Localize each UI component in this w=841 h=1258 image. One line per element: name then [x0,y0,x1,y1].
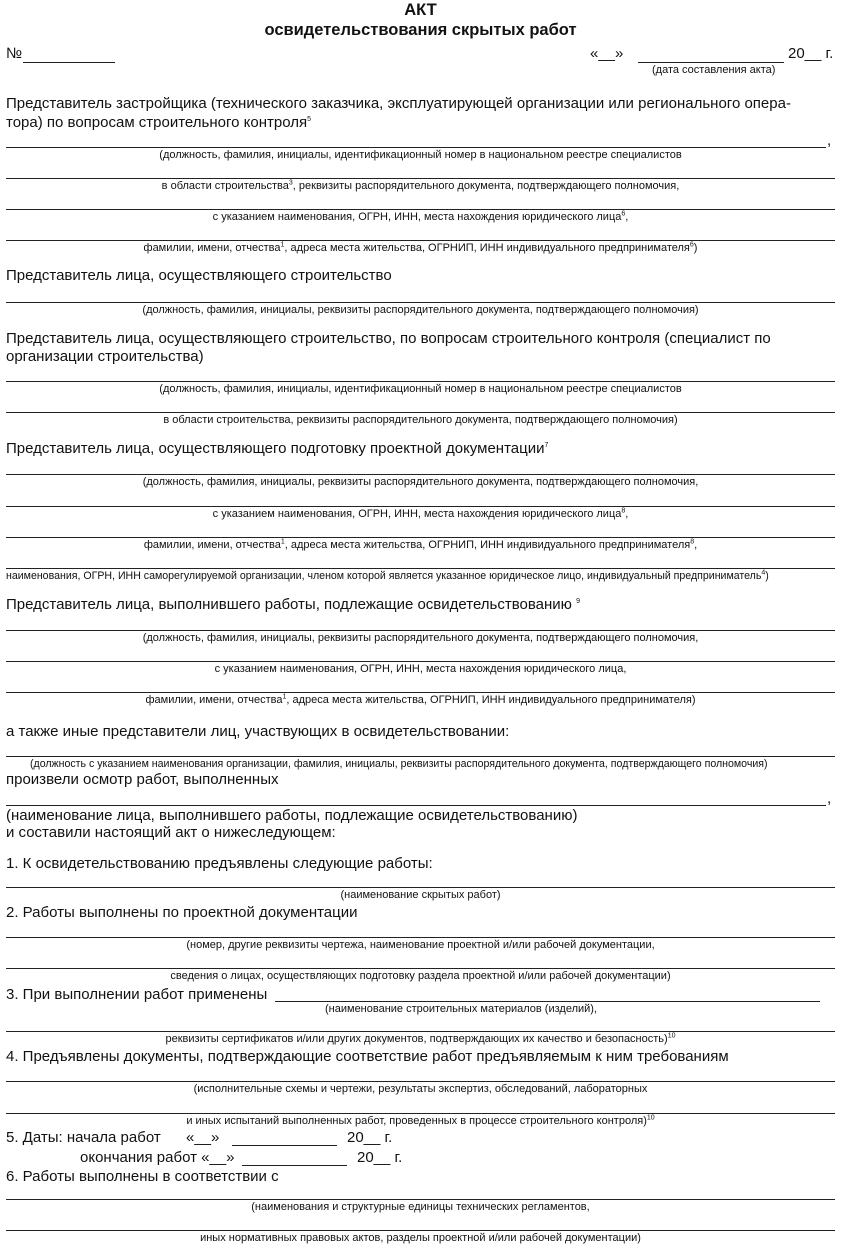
s3-field-line-1[interactable] [6,381,835,382]
p3-heading: 3. При выполнении работ применены [6,986,268,1003]
date-day-quote: «__» [590,45,624,62]
s6-contractor-caption: (наименование лица, выполнившего работы, подлежащие освидетельствованию) [6,807,578,824]
s2-caption-1: (должность, фамилия, инициалы, реквизиты распорядительного документа, подтверждающего полномочия) [142,304,699,316]
s4-field-line-3[interactable] [6,537,835,538]
s6-comma: , [827,790,832,807]
p4-field-line-1[interactable] [6,1081,835,1082]
p2-field-line-1[interactable] [6,937,835,938]
s5-field-line-3[interactable] [6,692,835,693]
s5-caption-3: фамилии, имени, отчества$^1$, адреса места жительства, ОГРНИП, ИНН индивидуального предпринимателя) [145,693,696,706]
s1-comma: , [827,132,832,149]
s6-inspected-label: произвели осмотр работ, выполненных [6,771,279,788]
p4-caption-2: и иных испытаний выполненных работ, проведенных в процессе строительного контроля)$^{10}$ [186,1114,655,1127]
number-field-line[interactable] [23,62,115,63]
p4-caption-1: (исполнительные схемы и чертежи, результаты экспертиз, обследований, лабораторных [193,1083,648,1095]
p5-start-label: 5. Даты: начала работ [6,1129,161,1146]
s4-field-line-1[interactable] [6,474,835,475]
p5-end-year: 20__ г. [357,1149,403,1166]
p3-caption-2: реквизиты сертификатов и/или других документов, подтверждающих их качество и безопасность)$^{10}$ [165,1032,676,1045]
s4-caption-3: фамилии, имени, отчества$^1$, адреса места жительства, ОГРНИП, ИНН индивидуального предпринимателя$^8$, [143,538,698,551]
date-year-label: 20__ г. [788,45,834,62]
s1-caption-3: с указанием наименования, ОГРН, ИНН, места нахождения юридического лица$^6$, [212,210,629,223]
p4-field-line-2[interactable] [6,1113,835,1114]
s6-caption-1: (должность с указанием наименования организации, фамилия, инициалы, реквизиты распорядительного документа, подтверждающего полномочия) [30,758,768,770]
s4-heading: Представитель лица, осуществляющего подготовку проектной документации$^7$ [6,440,549,457]
s1-field-line-4[interactable] [6,240,835,241]
p6-caption-1: (наименования и структурные единицы технических регламентов, [251,1201,590,1213]
s4-caption-1: (должность, фамилия, инициалы, реквизиты распорядительного документа, подтверждающего полномочия, [142,476,699,488]
date-caption: (дата составления акта) [652,64,776,76]
p3-field-line-2[interactable] [6,1031,835,1032]
s5-field-line-2[interactable] [6,661,835,662]
s1-caption-2: в области строительства$^3$, реквизиты распорядительного документа, подтверждающего полномочия, [161,179,680,192]
s3-caption-2: в области строительства, реквизиты распорядительного документа, подтверждающего полномочия) [163,414,678,426]
p5-start-year: 20__ г. [347,1129,393,1146]
s1-caption-1: (должность, фамилия, инициалы, идентификационный номер в национальном реестре специалистов [159,149,682,161]
s5-caption-1: (должность, фамилия, инициалы, реквизиты распорядительного документа, подтверждающего полномочия, [142,632,699,644]
p2-heading: 2. Работы выполнены по проектной документации [6,904,358,921]
p5-end-month-line[interactable] [242,1165,347,1166]
s4-caption-4: наименования, ОГРН, ИНН саморегулируемой организации, членом которой является указанное юридическое лицо, индивидуальный предприниматель$^4$) [6,569,769,582]
s1-caption-4: фамилии, имени, отчества$^1$, адреса места жительства, ОГРНИП, ИНН индивидуального предпринимателя$^6$) [143,241,698,254]
s1-field-line-2[interactable] [6,178,835,179]
s2-field-line-1[interactable] [6,302,835,303]
s1-field-line-1[interactable] [6,147,826,148]
s6-field-line-2[interactable] [6,805,826,806]
s6-field-line-1[interactable] [6,756,835,757]
p6-field-line-1[interactable] [6,1199,835,1200]
s3-heading-line1: Представитель лица, осуществляющего строительство, по вопросам строительного контроля (специалист по [6,330,771,347]
p1-field-line-1[interactable] [6,887,835,888]
p2-caption-2: сведения о лицах, осуществляющих подготовку раздела проектной и/или рабочей документации) [170,970,671,982]
s1-field-line-3[interactable] [6,209,835,210]
s2-heading: Представитель лица, осуществляющего строительство [6,267,392,284]
p3-caption-1: (наименование строительных материалов (изделий), [325,1003,597,1015]
number-label: № [6,45,23,62]
s3-caption-1: (должность, фамилия, инициалы, идентификационный номер в национальном реестре специалистов [159,383,682,395]
s4-caption-2: с указанием наименования, ОГРН, ИНН, места нахождения юридического лица$^8$, [212,507,629,520]
s5-field-line-1[interactable] [6,630,835,631]
s1-heading-line1: Представитель застройщика (технического заказчика, эксплуатирующей организации или регионального опера- [6,95,791,112]
s3-heading-line2: организации строительства) [6,348,204,365]
s4-field-line-4[interactable] [6,568,835,569]
s5-heading: Представитель лица, выполнившего работы, подлежащие освидетельствованию $^9$ [6,596,580,613]
s6-heading: а также иные представители лиц, участвующих в освидетельствовании: [6,723,510,740]
s4-field-line-2[interactable] [6,506,835,507]
p6-field-line-2[interactable] [6,1230,835,1231]
s1-heading-line2: тора) по вопросам строительного контроля$^5$ [6,114,311,131]
p2-caption-1: (номер, другие реквизиты чертежа, наименование проектной и/или рабочей документации, [186,939,655,951]
p1-caption-1: (наименование скрытых работ) [340,889,501,901]
p5-start-month-line[interactable] [232,1145,337,1146]
act-title: АКТ [404,1,437,19]
p3-field-line-1[interactable] [275,1001,820,1002]
p2-field-line-2[interactable] [6,968,835,969]
s3-field-line-2[interactable] [6,412,835,413]
s6-composed-label: и составили настоящий акт о нижеследующем: [6,824,336,841]
p5-start-day-quote: «__» [186,1129,220,1146]
s5-caption-2: с указанием наименования, ОГРН, ИНН, места нахождения юридического лица, [214,663,627,675]
p5-end-label: окончания работ «__» [80,1149,235,1166]
p6-heading: 6. Работы выполнены в соответствии с [6,1168,279,1185]
act-subtitle: освидетельствования скрытых работ [264,21,577,39]
p6-caption-2: иных нормативных правовых актов, разделы проектной и/или рабочей документации) [200,1232,641,1244]
p1-heading: 1. К освидетельствованию предъявлены следующие работы: [6,855,433,872]
p4-heading: 4. Предъявлены документы, подтверждающие соответствие работ предъявляемым к ним требованиям [6,1048,729,1065]
date-month-line[interactable] [638,62,784,63]
